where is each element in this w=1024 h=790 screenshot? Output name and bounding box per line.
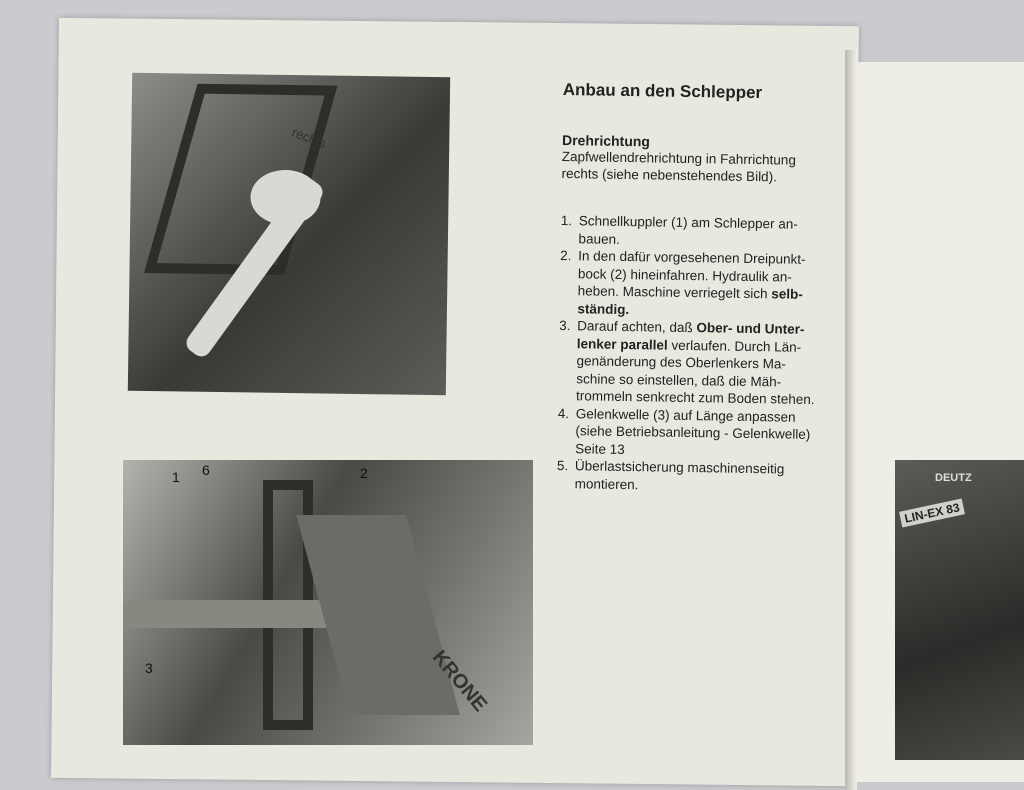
book-gutter <box>845 50 857 790</box>
step-line: In den dafür vorgesehenen Dreipunkt- <box>578 248 806 267</box>
step-number: 4. <box>557 405 570 421</box>
step-text: Darauf achten, daß <box>577 318 697 336</box>
step-line: Gelenkwelle (3) auf Länge anpassen <box>575 405 796 425</box>
step-bold: lenker parallel <box>576 335 668 353</box>
intro-paragraph <box>561 148 827 186</box>
callout-3: 3 <box>145 660 153 676</box>
step-line: heben. Maschine verriegelt sich <box>577 283 772 302</box>
photo-hitch <box>123 460 533 745</box>
step-number: 2. <box>560 247 572 264</box>
intro-line: Zapfwellendrehrichtung in Fahrrichtung <box>561 148 797 168</box>
steps-list <box>557 212 826 496</box>
step-bold: selb- <box>771 286 803 302</box>
coupler <box>250 169 321 225</box>
callout-2: 2 <box>360 465 368 481</box>
intro-line: rechts (siehe nebenstehendes Bild). <box>561 165 778 185</box>
list-item <box>557 404 823 461</box>
step-line: bock (2) hineinfahren. Hydraulik an- <box>577 265 792 285</box>
step-number: 5. <box>556 457 569 474</box>
step-line: schine so einstellen, daß die Mäh- <box>576 370 782 389</box>
step-line: genänderung des Oberlenkers Ma- <box>576 353 787 372</box>
subheading: Drehrichtung <box>561 131 651 150</box>
section-title: Anbau an den Schlepper <box>562 80 763 103</box>
photo-text-krone: KRONE <box>427 646 492 716</box>
photo-pto-shaft <box>128 73 450 395</box>
callout-6: 6 <box>202 462 210 478</box>
list-item <box>557 457 823 496</box>
step-line: bauen. <box>578 230 620 247</box>
callout-1: 1 <box>172 469 180 485</box>
drive-shaft <box>123 600 353 628</box>
step-number: 3. <box>559 317 571 334</box>
step-line: Überlastsicherung maschinenseitig <box>574 458 785 477</box>
list-item <box>559 247 825 321</box>
photo-tractor <box>895 460 1024 760</box>
photo-text-deutz: DEUTZ <box>935 472 972 484</box>
instruction-text <box>557 80 828 496</box>
step-bold: ständig. <box>577 300 630 317</box>
step-line: (siehe Betriebsanleitung - Gelenkwelle) <box>575 423 811 442</box>
step-line: Schnellkuppler (1) am Schlepper an- <box>578 213 799 232</box>
license-plate: LIN-EX 83 <box>899 499 965 528</box>
step-line: montieren. <box>574 475 639 492</box>
photo-text-rechts: rechts <box>289 124 329 152</box>
list-item <box>558 317 824 409</box>
list-item <box>560 212 826 251</box>
step-bold: Ober- und Unter- <box>696 320 805 337</box>
step-number: 1. <box>560 212 573 229</box>
step-line: Seite 13 <box>575 440 625 457</box>
step-line: trommeln senkrecht zum Boden stehen. <box>575 388 815 407</box>
step-text: verlaufen. Durch Län- <box>667 337 802 355</box>
